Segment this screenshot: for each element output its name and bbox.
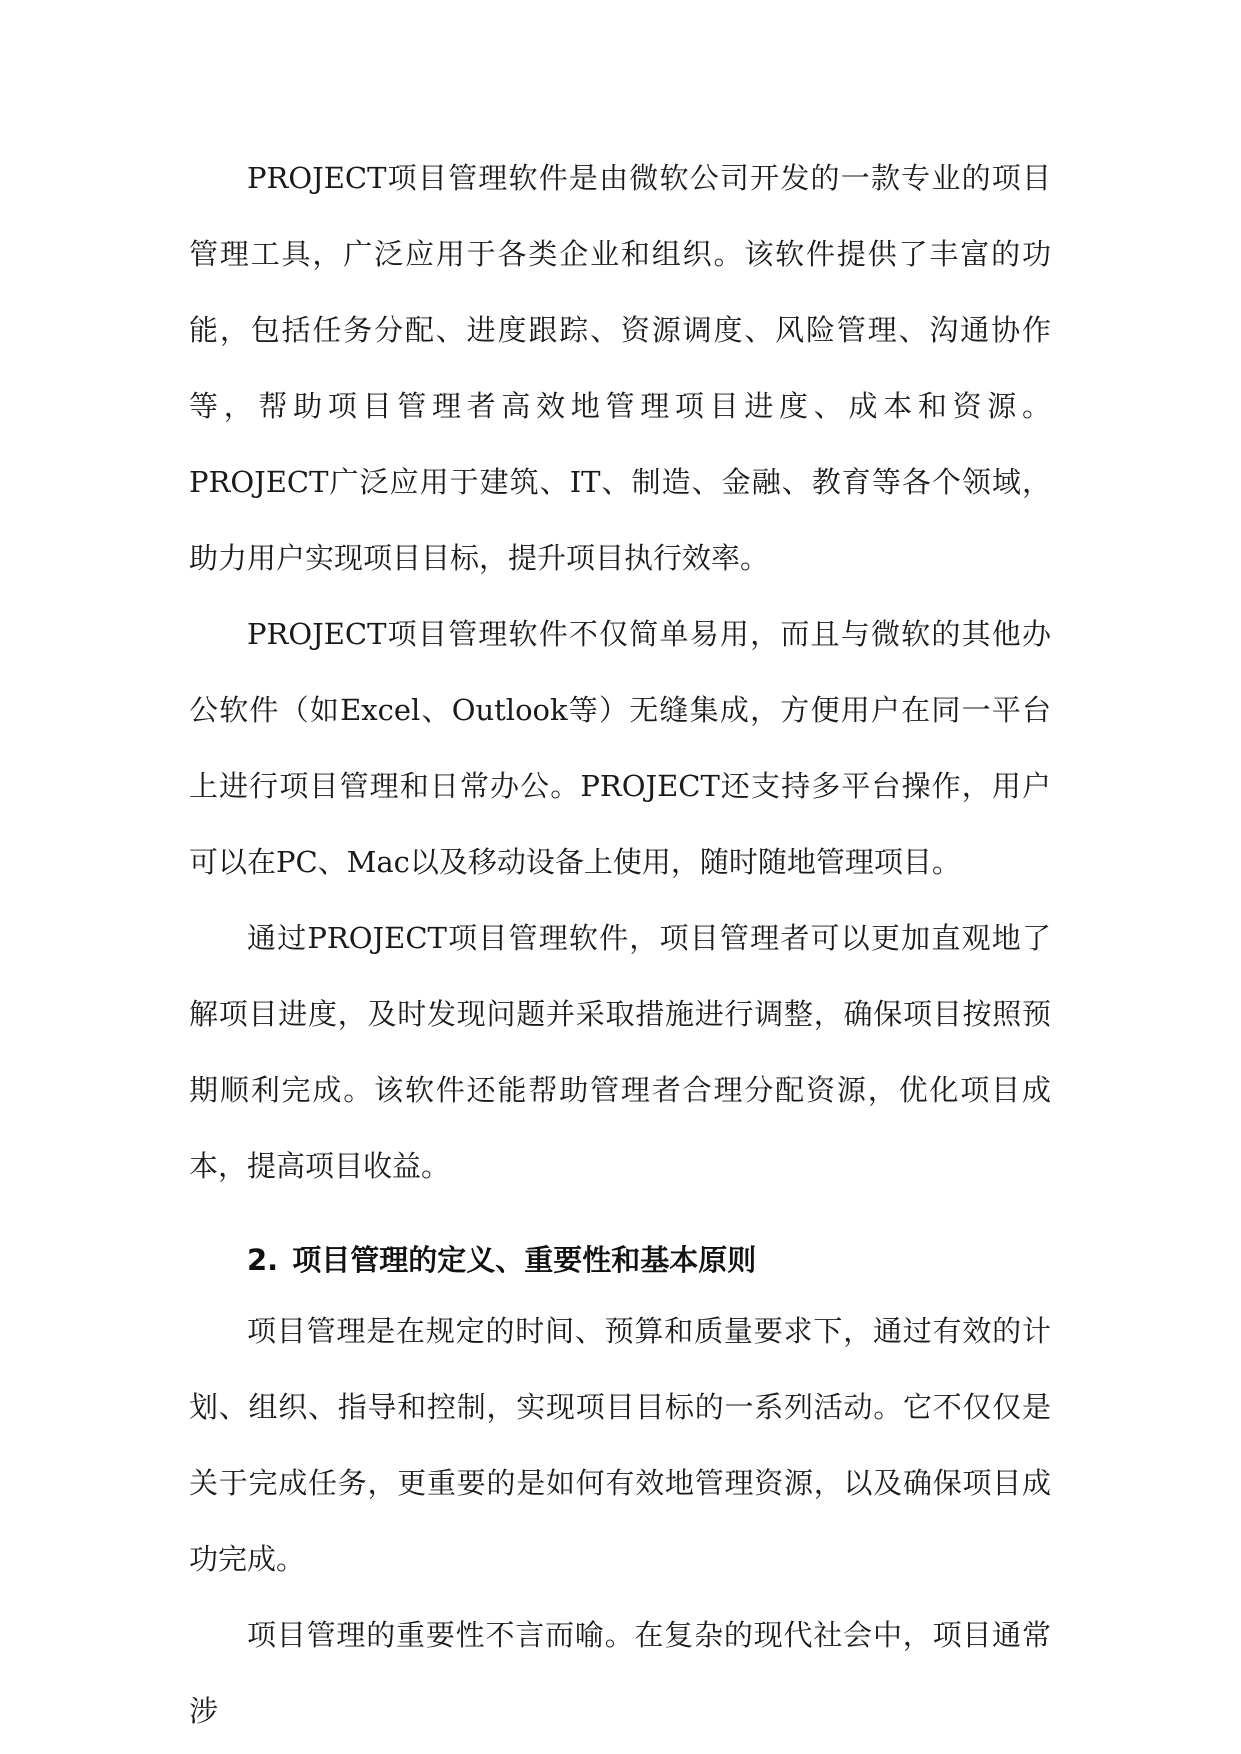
document-body bbox=[189, 140, 1051, 1749]
paragraph-pm-importance: 项目管理的重要性不言而喻。在复杂的现代社会中，项目通常涉 bbox=[189, 1618, 1051, 1728]
paragraph-project-benefits: 通过PROJECT项目管理软件，项目管理者可以更加直观地了解项目进度，及时发现问题并采取措施进行调整，确保项目按照预期顺利完成。该软件还能帮助管理者合理分配资源，优化项目成本，提高项目收益。 bbox=[189, 921, 1051, 1183]
paragraph-pm-definition: 项目管理是在规定的时间、预算和质量要求下，通过有效的计划、组织、指导和控制，实现项目目标的一系列活动。它不仅仅是关于完成任务，更重要的是如何有效地管理资源，以及确保项目成功完成。 bbox=[189, 1314, 1051, 1576]
paragraph-project-overview: PROJECT项目管理软件是由微软公司开发的一款专业的项目管理工具，广泛应用于各类企业和组织。该软件提供了丰富的功能，包括任务分配、进度跟踪、资源调度、风险管理、沟通协作等，帮助项目管理者高效地管理项目进度、成本和资源。PROJECT广泛应用于建筑、IT、制造、金融、教育等各个领域，助力用户实现项目目标，提升项目执行效率。 bbox=[189, 161, 1051, 575]
paragraph-project-integration: PROJECT项目管理软件不仅简单易用，而且与微软的其他办公软件（如Excel、Outlook等）无缝集成，方便用户在同一平台上进行项目管理和日常办公。PROJECT还支持多平台操作，用户可以在PC、Mac以及移动设备上使用，随时随地管理项目。 bbox=[189, 617, 1051, 879]
section-heading bbox=[189, 1222, 1051, 1298]
section-title: 项目管理的定义、重要性和基本原则 bbox=[292, 1243, 757, 1277]
section-number: 2. bbox=[247, 1243, 279, 1277]
